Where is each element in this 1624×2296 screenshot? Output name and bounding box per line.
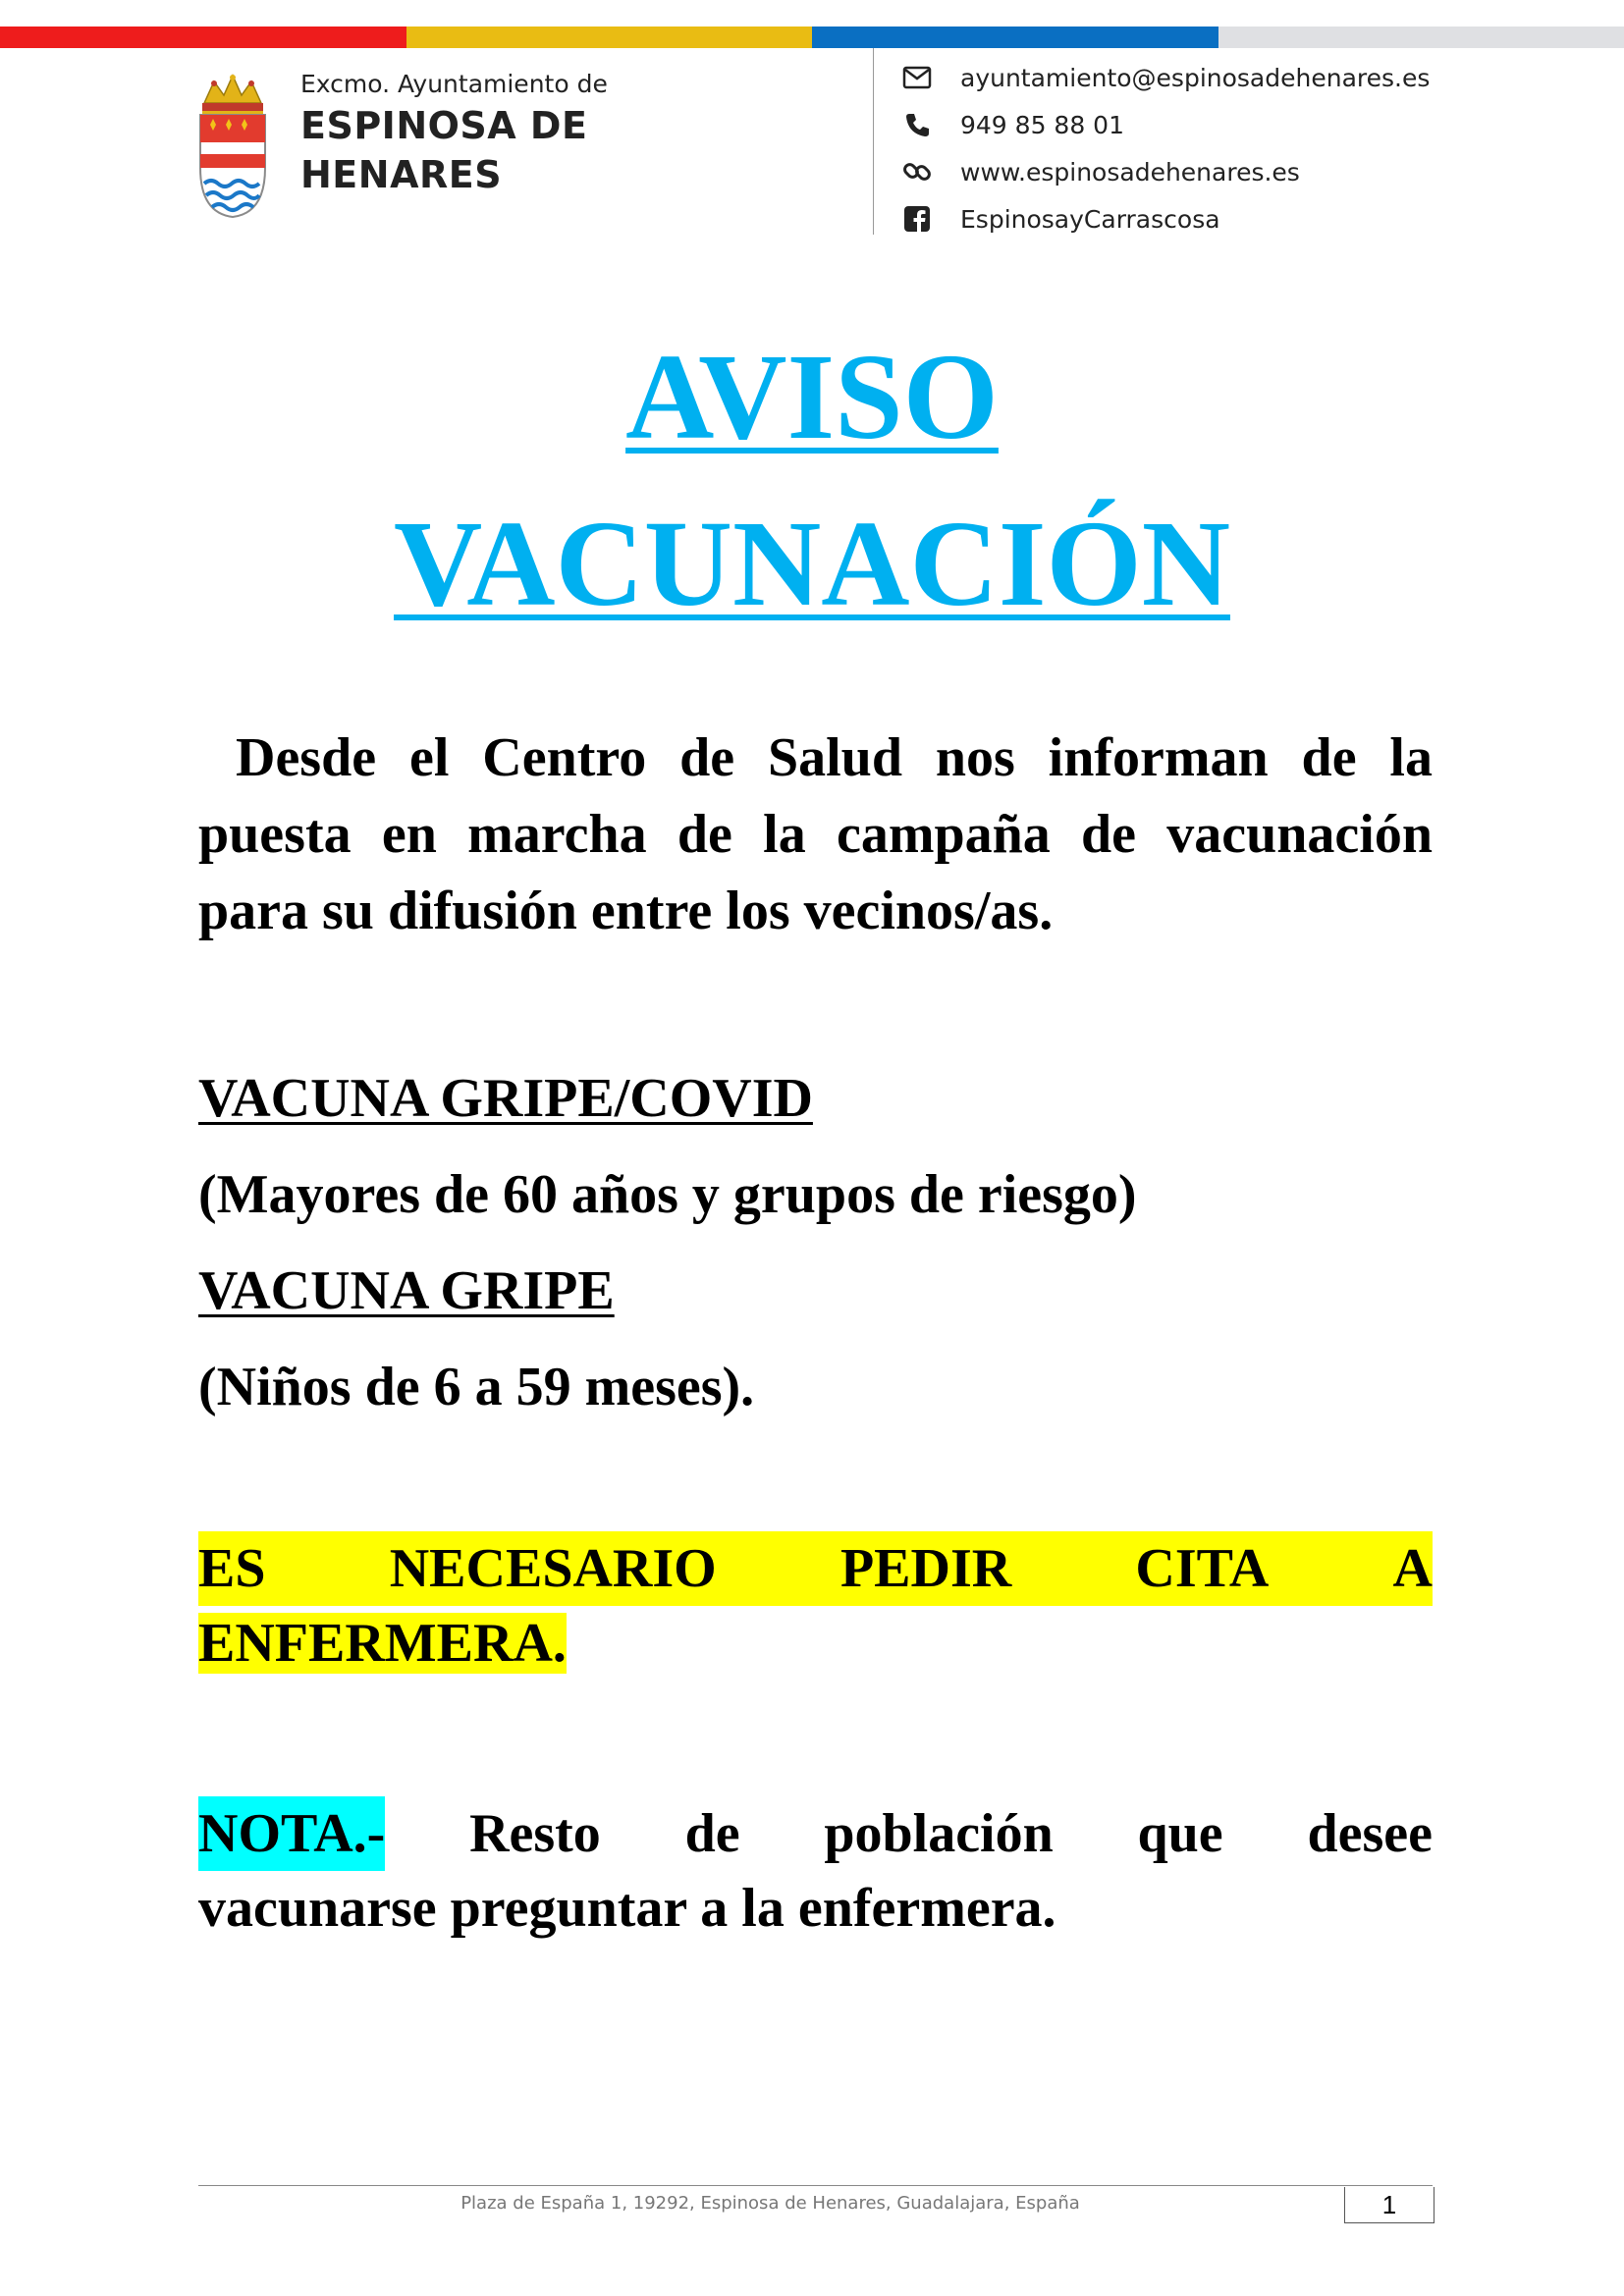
appointment-notice-line1 xyxy=(198,1531,1433,1606)
contact-website[interactable] xyxy=(901,148,1430,195)
org-name-line2: HENARES xyxy=(300,153,503,196)
footer-address: Plaza de España 1, 19292, Espinosa de Henares, Guadalajara, España xyxy=(460,2193,1080,2214)
org-prefix: Excmo. Ayuntamiento de xyxy=(300,70,608,98)
contact-phone[interactable] xyxy=(901,101,1430,148)
envelope-icon xyxy=(901,62,933,93)
contact-phone-text: 949 85 88 01 xyxy=(960,110,1124,139)
facebook-icon xyxy=(901,203,933,235)
notice-word: ES xyxy=(198,1538,266,1599)
contact-list xyxy=(901,54,1430,242)
header-divider xyxy=(873,48,874,235)
phone-icon xyxy=(901,109,933,140)
note-label: NOTA.- xyxy=(198,1796,385,1871)
vaccine-detail: (Mayores de 60 años y grupos de riesgo) xyxy=(198,1164,1137,1225)
vaccine-name: VACUNA GRIPE/COVID xyxy=(198,1068,813,1129)
coat-of-arms-icon xyxy=(196,74,269,219)
vaccine-list xyxy=(198,1050,1433,1435)
contact-facebook[interactable] xyxy=(901,195,1430,242)
letterhead xyxy=(0,48,1624,235)
intro-paragraph: Desde el Centro de Salud nos informan de la puesta en marcha de la campaña de vacunación para su difusión entre los vecinos/as. xyxy=(198,727,1433,941)
color-bar-grey xyxy=(1218,27,1624,48)
note-word: que xyxy=(1137,1803,1223,1864)
color-bar-red xyxy=(0,27,406,48)
notice-title-line1: AVISO xyxy=(625,330,999,465)
contact-facebook-text: EspinosayCarrascosa xyxy=(960,204,1220,234)
note-word: desee xyxy=(1307,1803,1433,1864)
vaccine-detail: (Niños de 6 a 59 meses). xyxy=(198,1357,755,1417)
note-word: Resto xyxy=(469,1803,601,1864)
link-icon xyxy=(901,156,933,187)
notice-word: PEDIR xyxy=(839,1538,1012,1599)
notice-word: A xyxy=(1392,1538,1433,1599)
footer-divider xyxy=(198,2185,1433,2186)
org-name-line1: ESPINOSA DE xyxy=(300,104,588,147)
page-number: 1 xyxy=(1344,2187,1435,2223)
appointment-notice xyxy=(198,1531,1433,1681)
note-line1 xyxy=(198,1796,1433,1871)
appointment-notice-line2: ENFERMERA. xyxy=(198,1613,567,1674)
contact-email[interactable] xyxy=(901,54,1430,101)
organization-name xyxy=(300,68,608,199)
contact-email-text: ayuntamiento@espinosadehenares.es xyxy=(960,63,1431,92)
contact-website-text: www.espinosadehenares.es xyxy=(960,157,1300,187)
note-line2: vacunarse preguntar a la enfermera. xyxy=(198,1878,1056,1939)
notice-word: NECESARIO xyxy=(389,1538,717,1599)
vaccine-item xyxy=(198,1050,1433,1147)
notice-title-line2: VACUNACIÓN xyxy=(394,497,1230,632)
vaccine-name: VACUNA GRIPE xyxy=(198,1260,615,1321)
note-word: de xyxy=(684,1803,740,1864)
notice-word: CITA xyxy=(1135,1538,1270,1599)
note-word: población xyxy=(824,1803,1054,1864)
color-bar-blue xyxy=(812,27,1218,48)
vaccine-item xyxy=(198,1243,1433,1339)
note-paragraph xyxy=(198,1796,1433,1946)
color-bar-yellow xyxy=(406,27,813,48)
brand-color-bar xyxy=(0,27,1624,48)
